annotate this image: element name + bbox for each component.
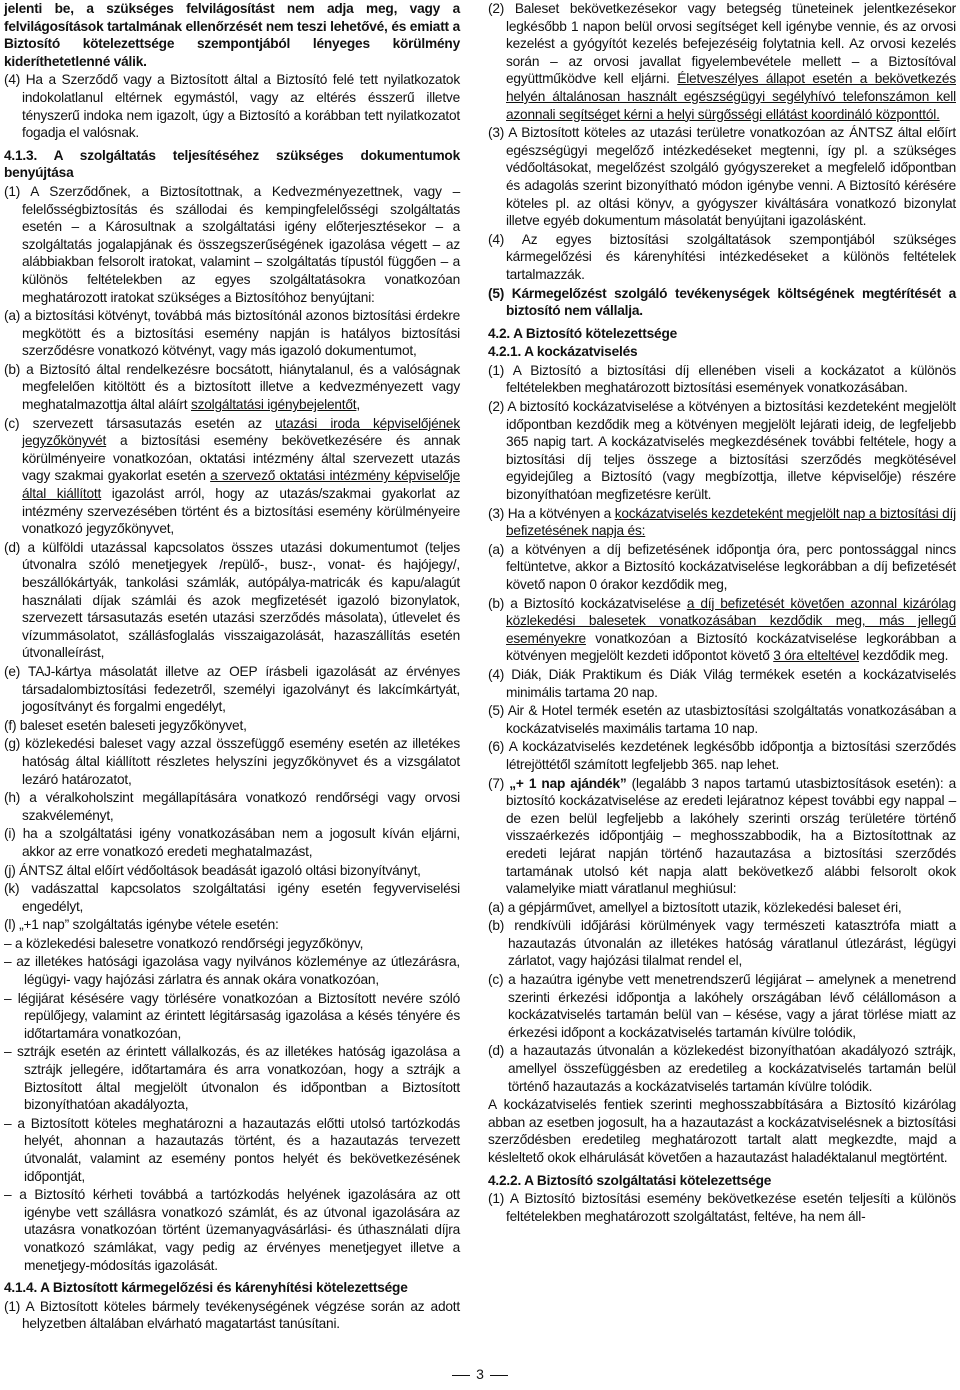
risk-item-b-text-2: vonatkozóan a Biztosító kockázatviselése legkorábban a kötvényen megjelölt kezdeti időpontot követő [506,630,956,664]
list-item-b-end: , [356,397,361,413]
paragraph-5: (5) Kármegelőzést szolgáló tevékenységek költségének megtérítését a biztosító nem vállalja. [488,285,956,319]
risk-paragraph-3-underlined: kockázatviselés kezdeteként megjelölt nap a biztosítási díj befizetésének napja és: [506,505,956,539]
list-item-c-underlined-2: a szervező oktatási intézmény képviselője által kiállított [22,468,460,502]
risk-item-b-underlined-1: a díj befizetését követően azonnal kizárólag közlekedési balesetek vonatkozásában kezdődik meg, más jellegű eseményekre [506,595,956,646]
risk-7-item-d: (d) a hazautazás útvonalán a közlekedést bizonyíthatóan akadályozó sztrájk, amellyel összefüggésben az eredetileg a kockázatviselés tartamán belül történő hazautazás a kockázatviselés tartamán kívülre tolódik. [488,1043,956,1094]
service-paragraph-1: (1) A Biztosító biztosítási esemény bekövetkezése esetén teljesíti a különös feltételekben meghatározott szolgáltatást, feltéve, ha nem áll- [488,1191,956,1224]
section-heading-4-1-3: 4.1.3. A szolgáltatás teljesítéséhez szükséges dokumentumok benyújtása [4,147,460,181]
closing-paragraph: A kockázatviselés fentiek szerinti meghosszabbítására a Biztosító kizárólag abban az esetben jogosult, ha a hazautazást a kockázatviselésnek a biztosítási szerződésben eredetileg meghatározott tartalt alatt megkezdte, majd a késleltető okok elhárulását követően a hazautazást haladéktalanul megtörtént. [488,1097,956,1165]
list-item-b [4,361,460,414]
risk-paragraph-2: (2) A biztosító kockázatviselése a kötvényen a biztosítási kezdeteként megjelölt időpontban kezdődik meg a kötvényen megjelölt lejárati ideig, de legfeljebb 365 napig tart. A kockázatviselés megkezdésének további feltétele, hogy a biztosítási díj teljes összege a biztosítási szerződés megkötésével egyidejűleg a Biztosító (vagy megbízottja, illetve képviselője) részére bizonyíthatóan megfizetésre került. [488,399,956,503]
paragraph-1: (1) A Szerződőnek, a Biztosítottnak, a Kedvezményezettnek, vagy – felelősségbiztosítás és szállodai és kempingfelelősségi szolgáltatás esetén – a Károsultnak a szolgáltatási igény előterjesztésekor – a szolgáltatás jogalapjának és összegszerűségének igazolása végett – az alábbiakban felsorolt iratokat, valamint – szolgáltatás típustól függően – a különös feltételekben az egyes szolgáltatásokra vonatkozóan meghatározott iratokat szükséges a Biztosítóhoz benyújtani: [4,183,460,305]
list-item-l: (l) „+1 nap” szolgáltatás igénybe vétele esetén: [4,917,279,933]
risk-item-b-underlined-2: 3 óra elteltével [773,648,860,664]
left-column [4,0,460,1334]
list-item-d: (d) a külföldi utazással kapcsolatos összes utazási dokumentumot (teljes útvonalra szóló menetjegyek /repülő-, busz-, vonat- és hajójegy/, beszállókártyák, tankolási számlák, autópálya-matricák és kapu/alagút használati díjak számlái és azok megfizetését igazoló bizonylatok, szervezett társasutazás esetén utazási szerződés másolata), útlevelet és vízummásolatot, szállásfoglalás visszaigazolását, hazaszállítás esetén útvonalleírást, [4,539,460,661]
right-column [488,0,956,1226]
paragraph-2-underlined: Életveszélyes állapot esetén a bekövetkezés helyén általánosan használt egészségügyi segélyhívó telefonszámon kell azonnali segítséget kérni a helyi sürgősségi ellátást koordináló központtól. [506,71,956,122]
risk-7-item-c: (c) a hazaútra igénybe vett menetrendszerű légijárat – amelynek a menetrend szerinti érkezési időpontja a lakóhely országában lévő célállomáson a kockázatviselés tartamán belül van – késése, vagy a járat törlése miatt az érkezési időpont a kockázatviselés tartamán kívülre tolódik, [488,972,956,1040]
page-number-dash-left [452,1375,470,1376]
list-item-b-underlined: szolgáltatási igénybejelentőt [190,397,357,413]
paragraph-4-1-4-1: (1) A Biztosított köteles bármely tevékenységének végzése során az adott helyzetben általában elvárható magatartást tanúsítani. [4,1298,460,1332]
list-item-h: (h) a véralkoholszint megállapítására vonatkozó rendőrségi vagy orvosi szakvéleményt, [4,790,460,823]
page-number [0,1366,960,1382]
dash-item-5: – a Biztosított köteles meghatározni a hazautazás előtti utolsó tartózkodás helyét, ahonnan a hazautazás történt, és a hazautazás tervezett útvonalát, valamint az esemény pontos helyét és bekövetkezésének időpontját, [4,1115,460,1184]
risk-paragraph-7-bold: „+ 1 nap ajándék” [509,775,627,791]
dash-item-6: – a Biztosító kérheti továbbá a tartózkodás helyének igazolására az ott igénybe vett szállásra vonatkozó számlát, és az útvonal igazolására az utazásra vonatkozóan történt üzemanyagvásárlási- és úthasználati díjra vonatkozó számlákat, vagy pedig az érvényes menetjegyet illetve a menetjegy-módosítás igazolását. [4,1187,460,1273]
risk-paragraph-1: (1) A Biztosító a biztosítási díj ellenében viseli a kockázatot a különös feltételekben meghatározott biztosítási események vonatkozásában. [488,362,956,396]
page-number-dash-right [490,1375,508,1376]
list-item-c-text-3: igazolást arról, hogy az utazás/szakmai gyakorlat az intézmény szervezésében történt és a biztosítási esemény körülményeire vonatkozó jegyzőkönyvet, [22,486,460,537]
section-heading-4-2-1: 4.2.1. A kockázatviselés [488,344,638,360]
dash-item-4: – sztrájk esetén az érintett vállalkozás, és az illetékes hatóság igazolása a sztrájk jellegére, időtartamára és arra vonatkozóan, hogy a sztrájk a Biztosított által megjelölt útvonalon és időpontban a Biztosított bizonyíthatóan akadályozta, [4,1044,460,1113]
list-item-e: (e) TAJ-kártya másolatát illetve az OEP írásbeli igazolását az érvényes társadalombiztosítási fedezetről, személyi igazolványt és lakcímkártyát, jogosítványt és forgalmi engedélyt, [4,663,460,715]
list-item-k: (k) vadászattal kapcsolatos szolgáltatási igény esetén fegyverviselési engedélyt, [4,881,460,914]
risk-paragraph-7 [488,775,956,898]
paragraph-3: (3) A Biztosított köteles az utazási területre vonatkozóan az ÁNTSZ által előírt egészségügyi megelőző intézkedéseket megtenni, így pl. a szükséges védőoltásokat, megelőzést szolgáló gyógyszereket a megfelelő időpontban és adagolás szerint bizonyítható módon igénybe venni. A Biztosító kérésére köteles pl. az oltási könyv, a gyógyszer kiváltására vonatkozó bizonylat illetve egyéb dokumentum másolatát benyújtani igazolásként. [488,125,956,229]
paragraph-2 [488,0,956,123]
list-item-a: (a) a biztosítási kötvényt, továbbá más biztosítónál azonos biztosítási érdekre megkötött és a biztosítási esemény napján is hatályos biztosítási szerződésre vonatkozó kötvényt, vagy más igazoló dokumentumot, [4,308,460,359]
risk-item-b [488,595,956,665]
paragraph-2-text: (2) Baleset bekövetkezésekor vagy betegség tüneteinek jelentkezésekor legkésőbb 1 napon belül orvosi segítséget kell igénybe vennie, és az orvosi kezelést a gyógyítót kezelés befejezéséig folytatnia kell. Az orvosi kezelés során – az orvosi javallat figyelembevétele mellett – a Biztosítóval együttműködve kell eljárni. [488,1,956,87]
risk-paragraph-7-num: (7) [488,775,510,791]
paragraph-4-right: (4) Az egyes biztosítási szolgáltatások szempontjából szükséges kármegelőzési és kárenyhítési intézkedéseket a különös feltételek tartalmazzák. [488,231,956,282]
list-item-j: (j) ÁNTSZ által előírt védőoltások beadását igazoló oltási bizonyítványt, [4,862,421,878]
list-item-g: (g) közlekedési baleset vagy azzal összefüggő esemény esetén az illetékes hatóság által kiállított részletes helyszíni jegyzőkönyvet és a vizsgálatot lezáró határozatot, [4,736,460,787]
section-heading-4-1-4: 4.1.4. A Biztosított kármegelőzési és kárenyhítési kötelezettsége [4,1280,408,1296]
section-heading-4-2: 4.2. A Biztosító kötelezettsége [488,325,678,341]
risk-paragraph-4: (4) Diák, Diák Praktikum és Diák Világ termékek esetén a kockázatviselés minimális tartama 20 nap. [488,666,956,700]
list-item-i: (i) ha a szolgáltatási igény vonatkozásában nem a jogosult kíván eljárni, akkor az erre vonatkozó eredeti meghatalmazást, [4,826,460,859]
risk-item-b-end: kezdődik meg. [859,648,949,664]
list-item-f: (f) baleset esetén baleseti jegyzőkönyvet, [4,717,247,733]
dash-item-1: – a közlekedési balesetre vonatkozó rendőrségi jegyzőkönyv, [4,935,364,951]
risk-paragraph-3 [488,505,956,540]
paragraph-4: (4) Ha a Szerződő vagy a Biztosított által a Biztosító felé tett nyilatkozatok indokolatlanul eltérnek egymástól, vagy az eltérés ésszerű illetve tényszerű indoka nem igazolt, úgy a Biztosító a korábban tett nyilatkozatot fogadja el valósnak. [4,72,460,141]
risk-paragraph-7-text: (legalább 3 napos tartamú utasbiztosítások esetén): a biztosító kockázatviselése az eredeti lejáratnoz képest további egy nappal – de ezen belül legfeljebb a lakóhely szerinti ország területére történő visszaérkezés időpontjáig – meghosszabbodik, ha a Biztosítottnak az eredeti lejárat napján történő hazautazása a biztosítási szerződés tartamának utolsó két napja alatt bekövetkező alábbi felsorolt okok valamelyike miatt váratlanul meghiúsul: [506,775,956,897]
page-number-value: 3 [476,1366,484,1382]
risk-item-b-text-1: (b) a Biztosító kockázatviselése [488,595,687,611]
risk-paragraph-3-text: (3) Ha a kötvényen a [488,505,615,521]
intro-paragraph: jelenti be, a szükséges felvilágosítást nem adja meg, vagy a felvilágosítások tartalmának ellenőrzését nem teszi lehetővé, és emiatt a Biztosító kötelezettsége szempontjából lényeges körülmény kideríthetetlenné válik. [4,1,460,69]
risk-7-item-a: (a) a gépjárművet, amellyel a biztosított utazik, közlekedési baleset éri, [488,899,902,915]
list-item-c-text-1: (c) szervezett társasutazás esetén az [4,415,276,431]
risk-paragraph-6: (6) A kockázatviselés kezdetének legkésőbb időpontja a biztosítási szerződés létrejöttétől számított legfeljebb 365. nap lehet. [488,739,956,772]
list-item-c [4,415,460,538]
risk-paragraph-5: (5) Air & Hotel termék esetén az utasbiztosítási szolgáltatás vonatkozásában a kockázatviselés maximális tartama 10 nap. [488,703,956,736]
risk-7-item-b: (b) rendkívüli időjárási körülmények vagy természeti katasztrófa miatt a hazautazás útvonalán az illetékes hatóság váratlanul útlezárást, légügyi zárlatot, vagy hajózási tilalmat rendel el, [488,918,956,969]
list-item-c-underlined-1: utazási iroda képviselőjének jegyzőkönyvét [22,415,460,449]
list-item-b-text: (b) a Biztosító által rendelkezésre bocsátott, hiánytalanul, és a valóságnak megfelelően kitöltött és a biztosított illetve a kedvezményezett vagy meghatalmazottja által aláírt [4,361,460,413]
dash-item-2: – az illetékes hatósági igazolása vagy nyilvános közleménye az útlezárásra, légügyi- vagy hajózási zárlatra és annak okára vonatkozóan, [4,954,460,988]
list-item-c-text-2: a biztosítási esemény bekövetkezésére és annak körülményeire vonatkozóan, oktatási intézmény által szervezett utazás vagy szakmai gyakorlat esetén [22,433,460,484]
risk-item-a: (a) a kötvényen a díj befizetésének időpontja óra, perc pontossággal nincs feltüntetve, akkor a Biztosító kockázatviselése legkorábban a díj befizetését követő napon 0 órakor kezdődik meg, [488,541,956,592]
section-heading-4-2-2: 4.2.2. A Biztosító szolgáltatási kötelezettsége [488,1172,772,1188]
dash-item-3: – légijárat késésére vagy törlésére vonatkozóan a Biztosított nevére szóló repülőjegy, valamint az érintett légitársaság igazolása a késés tényére és időtartamára vonatkozóan, [4,990,460,1041]
